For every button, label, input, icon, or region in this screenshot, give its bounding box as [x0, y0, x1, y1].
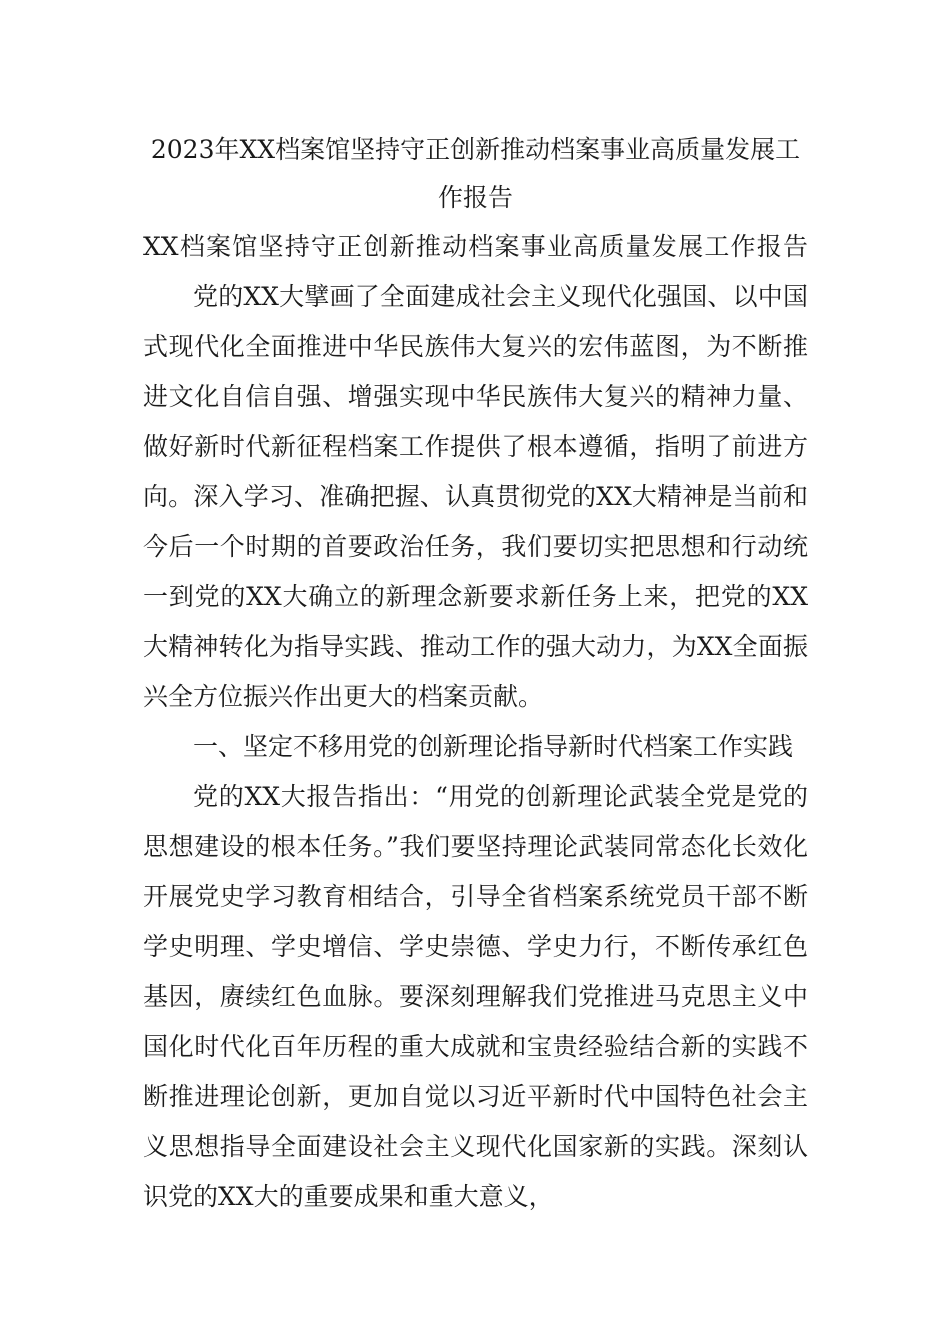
- intro-paragraph: 党的XX大擘画了全面建成社会主义现代化强国、以中国式现代化全面推进中华民族伟大复兴的宏伟蓝图，为不断推进文化自信自强、增强实现中华民族伟大复兴的精神力量、做好新时代新征程档案工作提供了根本遵循，指明了前进方向。深入学习、准确把握、认真贯彻党的XX大精神是当前和今后一个时期的首要政治任务，我们要切实把思想和行动统一到党的XX大确立的新理念新要求新任务上来，把党的XX大精神转化为指导实践、推动工作的强大动力，为XX全面振兴全方位振兴作出更大的档案贡献。: [143, 282, 808, 711]
- document-title: 2023年XX档案馆坚持守正创新推动档案事业高质量发展工作报告: [150, 135, 801, 212]
- document-subtitle: XX档案馆坚持守正创新推动档案事业高质量发展工作报告: [143, 232, 808, 261]
- section-1-paragraph: 党的XX大报告指出：“用党的创新理论武装全党是党的思想建设的根本任务。”我们要坚持理论武装同常态化长效化开展党史学习教育相结合，引导全省档案系统党员干部不断学史明理、学史增信、学史崇德、学史力行，不断传承红色基因，赓续红色血脉。要深刻理解我们党推进马克思主义中国化时代化百年历程的重大成就和宝贵经验结合新的实践不断推进理论创新，更加自觉以习近平新时代中国特色社会主义思想指导全面建设社会主义现代化国家新的实践。深刻认识党的XX大的重要成果和重大意义，: [143, 782, 808, 1211]
- section-1-heading: 一、坚定不移用党的创新理论指导新时代档案工作实践: [193, 732, 794, 761]
- document-body: [143, 126, 808, 1222]
